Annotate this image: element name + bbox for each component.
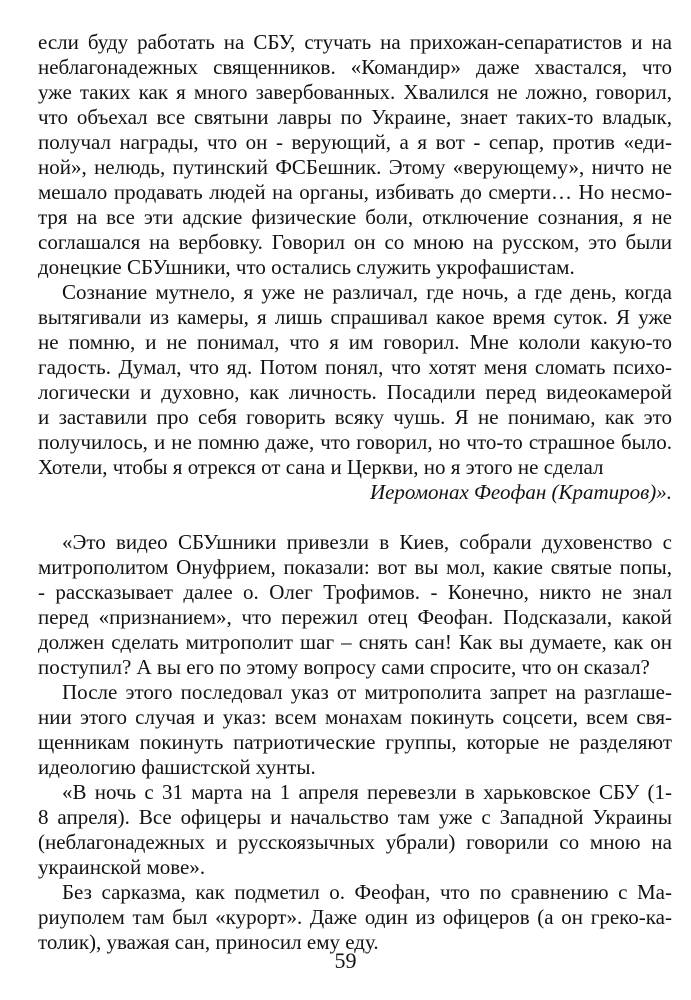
- text-line: толик), уважая сан, приносил ему еду.: [38, 930, 379, 954]
- text-line: митрополитом Онуфрием, показали: вот вы мол, какие святые попы,: [38, 555, 672, 579]
- text-line: соглашался на вербовку. Говорил он со мною на русском, это были: [38, 230, 672, 254]
- text-line: поступил? А вы его по этому вопросу сами спросите, что он сказал?: [38, 655, 650, 679]
- text-line: донецкие СБУшники, что остались служить укрофашистам.: [38, 255, 575, 279]
- paragraph-spacer: [38, 505, 672, 530]
- text-line: логически и духовно, как личность. Посадили перед видеокамерой: [38, 380, 672, 404]
- text-line: (неблагонадежных и русскоязычных убрали) говорили со мною на: [38, 830, 672, 854]
- paragraph: [38, 530, 672, 680]
- text-line: уже таких как я много завербованных. Хвалился не ложно, говорил,: [38, 80, 672, 104]
- text-line: украинской мове».: [38, 855, 206, 879]
- text-line: мешало продавать людей на органы, избивать до смерти… Но несмо-: [38, 180, 672, 204]
- text-line: должен сделать митрополит шаг – снять сан! Как вы думаете, как он: [38, 630, 672, 654]
- text-line: «В ночь с 31 марта на 1 апреля перевезли в харьковское СБУ (1-: [62, 780, 672, 804]
- text-line: если буду работать на СБУ, стучать на прихожан-сепаратистов и на: [38, 30, 672, 54]
- paragraph: [38, 880, 672, 955]
- page-number: 59: [334, 948, 357, 973]
- paragraph: [38, 680, 672, 780]
- text-line: перед «признанием», что пережил отец Феофан. Подсказали, какой: [38, 605, 672, 629]
- text-line: После этого последовал указ от митрополита запрет на разглаше-: [62, 680, 672, 704]
- paragraph: [38, 280, 672, 480]
- text-line: нии этого случая и указ: всем монахам покинуть соцсети, всем свя-: [38, 705, 672, 729]
- text-line: тря на все эти адские физические боли, отключение сознания, я не: [38, 205, 672, 229]
- text-line: не помню, и не понимал, что я им говорил. Мне кололи какую-то: [38, 330, 672, 354]
- text-line: Хотели, чтобы я отрекся от сана и Церкви, но я этого не сделал: [38, 455, 604, 479]
- text-line: ной», нелюдь, путинский ФСБешник. Этому «верующему», ничто не: [38, 155, 672, 179]
- text-line: идеологию фашистской хунты.: [38, 755, 316, 779]
- text-line: Сознание мутнело, я уже не различал, где ночь, а где день, когда: [62, 280, 672, 304]
- text-line: щенникам покинуть патриотические группы, которые не разделяют: [38, 730, 672, 754]
- text-line: получал награды, что он - верующий, а я вот - сепар, против «еди-: [38, 130, 672, 154]
- text-line: и заставили про себя говорить всяку чушь. Я не понимаю, как это: [38, 405, 672, 429]
- text-line: 8 апреля). Все офицеры и начальство там уже с Западной Украины: [38, 805, 672, 829]
- paragraph: [38, 780, 672, 880]
- text-line: - рассказывает далее о. Олег Трофимов. - Конечно, никто не знал: [38, 580, 672, 604]
- attribution-line: Иеромонах Феофан (Кратиров)».: [369, 480, 672, 504]
- text-line: риуполем там был «курорт». Даже один из офицеров (а он греко-ка-: [38, 905, 672, 929]
- text-line: что объехал все святыни лавры по Украине, знает таких-то владык,: [38, 105, 672, 129]
- text-line: Без сарказма, как подметил о. Феофан, что по сравнению с Ма-: [62, 880, 672, 904]
- text-line: вытягивали из камеры, я лишь спрашивал какое время суток. Я уже: [38, 305, 672, 329]
- paragraph: [38, 30, 672, 280]
- text-line: получилось, и не помню даже, что говорил, но что-то страшное было.: [38, 430, 672, 454]
- text-line: гадость. Думал, что яд. Потом понял, что хотят меня сломать психо-: [38, 355, 672, 379]
- text-line: неблагонадежных священников. «Командир» даже хвастался, что: [38, 55, 672, 79]
- text-line: «Это видео СБУшники привезли в Киев, собрали духовенство с: [62, 530, 672, 554]
